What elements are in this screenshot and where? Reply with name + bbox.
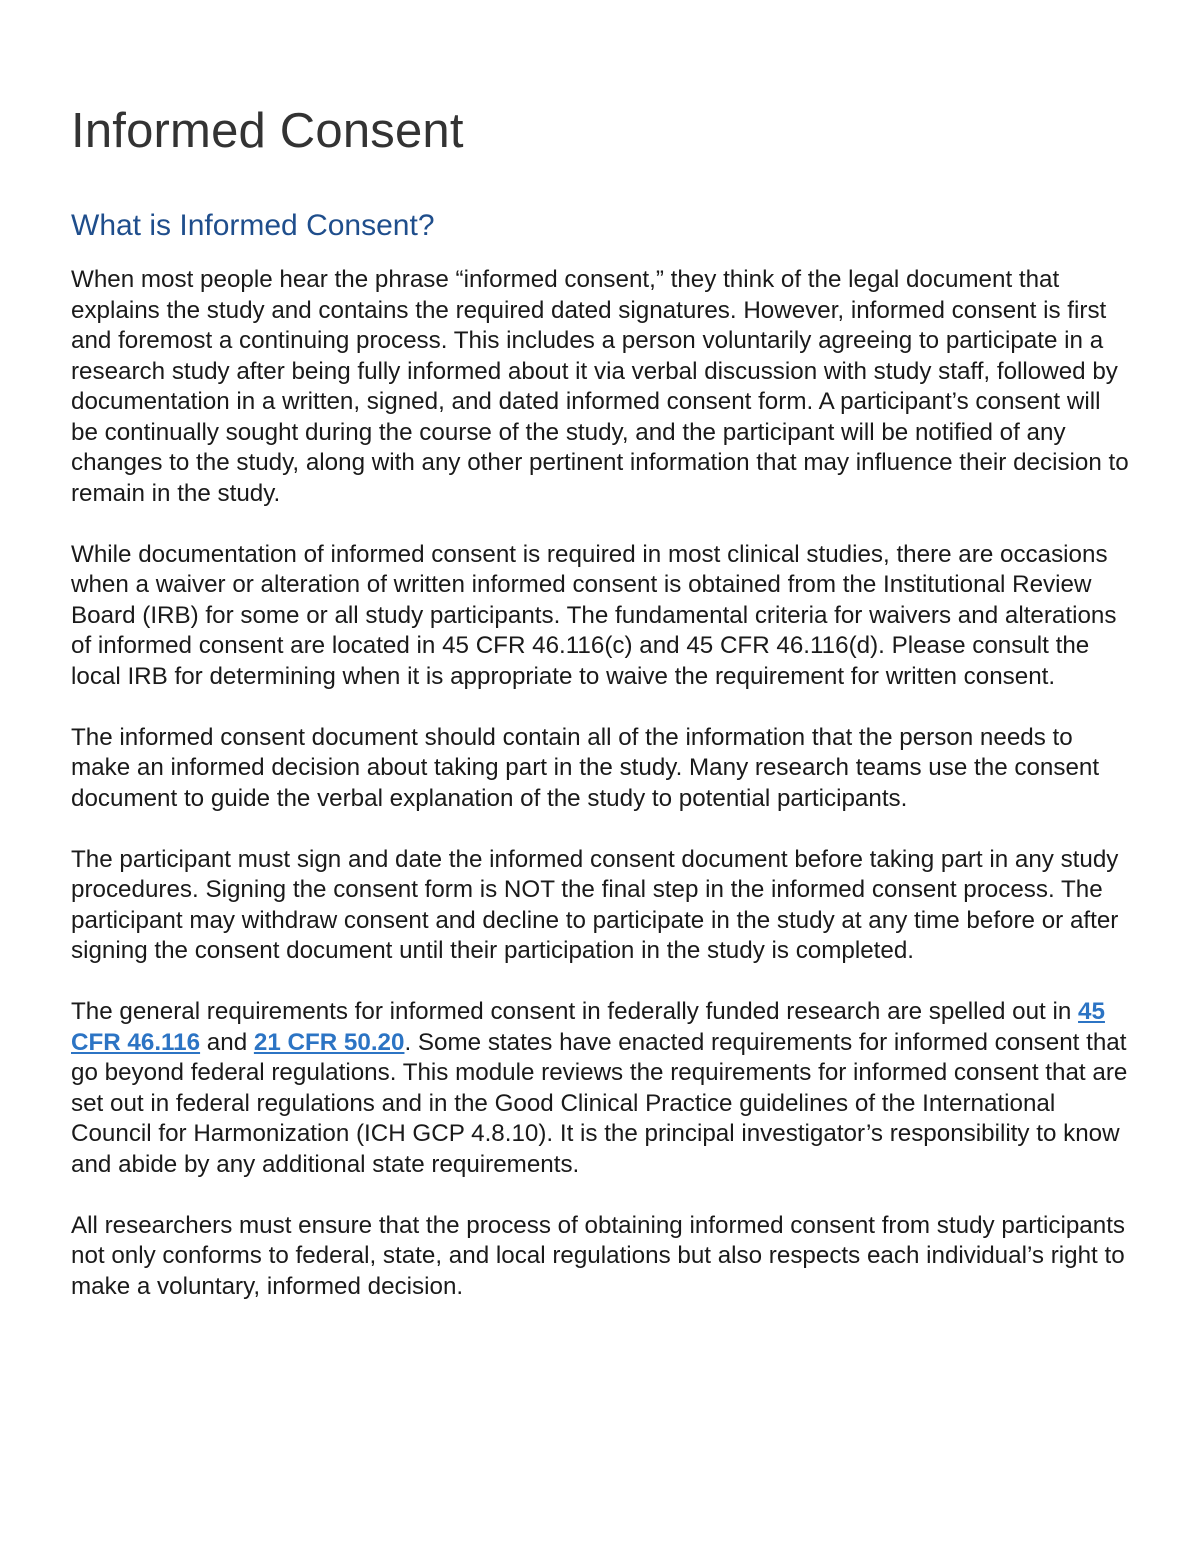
- document-title: Informed Consent: [71, 104, 464, 158]
- requirements-text-before: The general requirements for informed consent in federally funded research are spelled out in: [71, 998, 1079, 1025]
- requirements-text-after: . Some states have enacted requirements for informed consent that go beyond federal regulations. This module reviews the requirements for informed consent that are set out in federal regulations and in the Good Clinical Practice guidelines of the International Council for Harmonization (ICH GCP 4.8.10). It is the principal investigator’s responsibility to know and abide by any additional state requirements.: [71, 1028, 1128, 1178]
- paragraph-what-is-consent: When most people hear the phrase “informed consent,” they think of the legal document that explains the study and contains the required dated signatures. However, informed consent is first and foremost a continuing process. This includes a person voluntarily agreeing to participate in a research study after being fully informed about it via verbal discussion with study staff, followed by documentation in a written, signed, and dated informed consent form. A participant’s consent will be continually sought during the course of the study, and the participant will be notified of any changes to the study, along with any other pertinent information that may influence their decision to remain in the study.: [71, 266, 1129, 507]
- document-page: [71, 100, 1131, 1302]
- paragraph-closing: All researchers must ensure that the process of obtaining informed consent from study participants not only conforms to federal, state, and local regulations but also respects each individual’s right to make a voluntary, informed decision.: [71, 1211, 1126, 1300]
- requirements-text-between: and: [200, 1028, 254, 1056]
- link-21-cfr-50-20[interactable]: 21 CFR 50.20: [253, 1028, 405, 1056]
- link-45-cfr-46-116[interactable]: 45 CFR 46.116: [71, 998, 1105, 1056]
- paragraph-consent-document: The informed consent document should contain all of the information that the person needs to make an informed decision about taking part in the study. Many research teams use the consent document to guide the verbal explanation of the study to potential participants.: [71, 723, 1100, 812]
- paragraph-general-requirements: [71, 997, 1131, 1180]
- paragraph-sign-and-date: The participant must sign and date the informed consent document before taking part in any study procedures. Signing the consent form is NOT the final step in the informed consent process. The participant may withdraw consent and decline to participate in the study at any time before or after signing the consent document until their participation in the study is completed.: [71, 845, 1119, 964]
- paragraph-waiver: While documentation of informed consent is required in most clinical studies, there are occasions when a waiver or alteration of written informed consent is obtained from the Institutional Review Board (IRB) for some or all study participants. The fundamental criteria for waivers and alterations of informed consent are located in 45 CFR 46.116(c) and 45 CFR 46.116(d). Please consult the local IRB for determining when it is appropriate to waive the requirement for written consent.: [71, 540, 1117, 690]
- section-heading: What is Informed Consent?: [71, 209, 435, 242]
